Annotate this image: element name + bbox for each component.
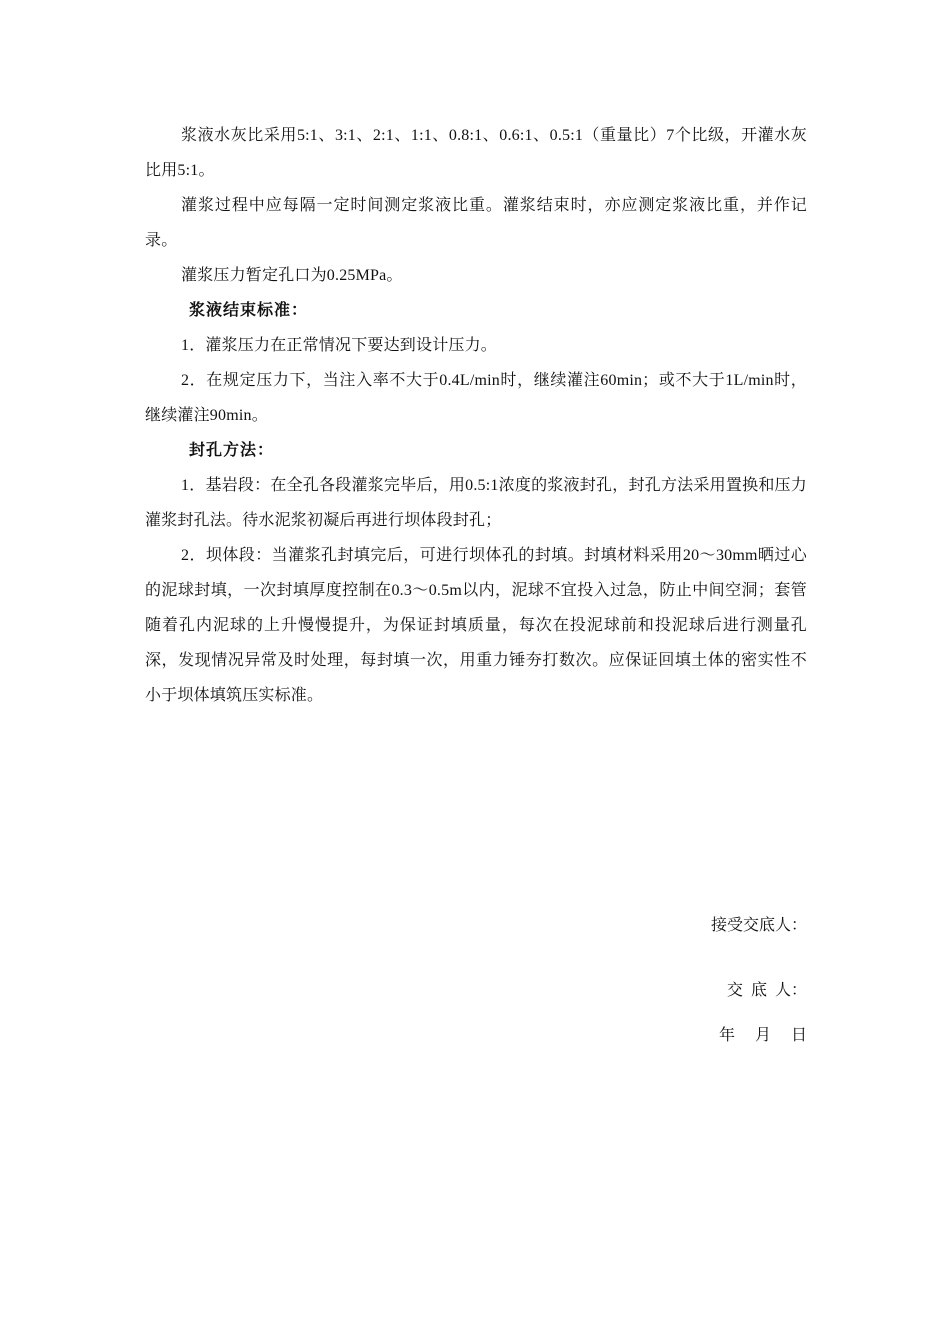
document-body [145,118,807,713]
signature-date: 年 月 日 [718,1027,807,1044]
heading-end-criteria: 浆液结束标准： [189,302,309,319]
heading-sealing-method: 封孔方法： [189,442,275,459]
paragraph-criteria-1: 1．灌浆压力在正常情况下要达到设计压力。 [181,337,498,354]
paragraph-grout-pressure: 灌浆压力暂定孔口为0.25MPa。 [181,267,403,284]
paragraph-criteria-2: 2．在规定压力下，当注入率不大于0.4L/min时，继续灌注60min；或不大于1L/min时，继续灌注90min。 [145,372,807,424]
paragraph-slurry-density: 灌浆过程中应每隔一定时间测定浆液比重。灌浆结束时，亦应测定浆液比重，并作记录。 [145,197,807,249]
signature-receiver: 接受交底人： [710,917,807,934]
paragraph-sealing-bedrock: 1．基岩段：在全孔各段灌浆完毕后，用0.5:1浓度的浆液封孔，封孔方法采用置换和压力灌浆封孔法。待水泥浆初凝后再进行坝体段封孔； [145,477,807,529]
paragraph-sealing-dam: 2．坝体段：当灌浆孔封填完后，可进行坝体孔的封填。封填材料采用20～30mm晒过心的泥球封填，一次封填厚度控制在0.3～0.5m以内，泥球不宜投入过急，防止中间空洞；套管随着孔内泥球的上升慢慢提升，为保证封填质量，每次在投泥球前和投泥球后进行测量孔深，发现情况异常及时处理，每封填一次，用重力锤夯打数次。应保证回填土体的密实性不小于坝体填筑压实标准。 [145,547,807,704]
signature-giver: 交 底 人： [726,982,807,999]
paragraph-slurry-ratio: 浆液水灰比采用5:1、3:1、2:1、1:1、0.8:1、0.6:1、0.5:1（重量比）7个比级，开灌水灰比用5:1。 [145,127,807,179]
